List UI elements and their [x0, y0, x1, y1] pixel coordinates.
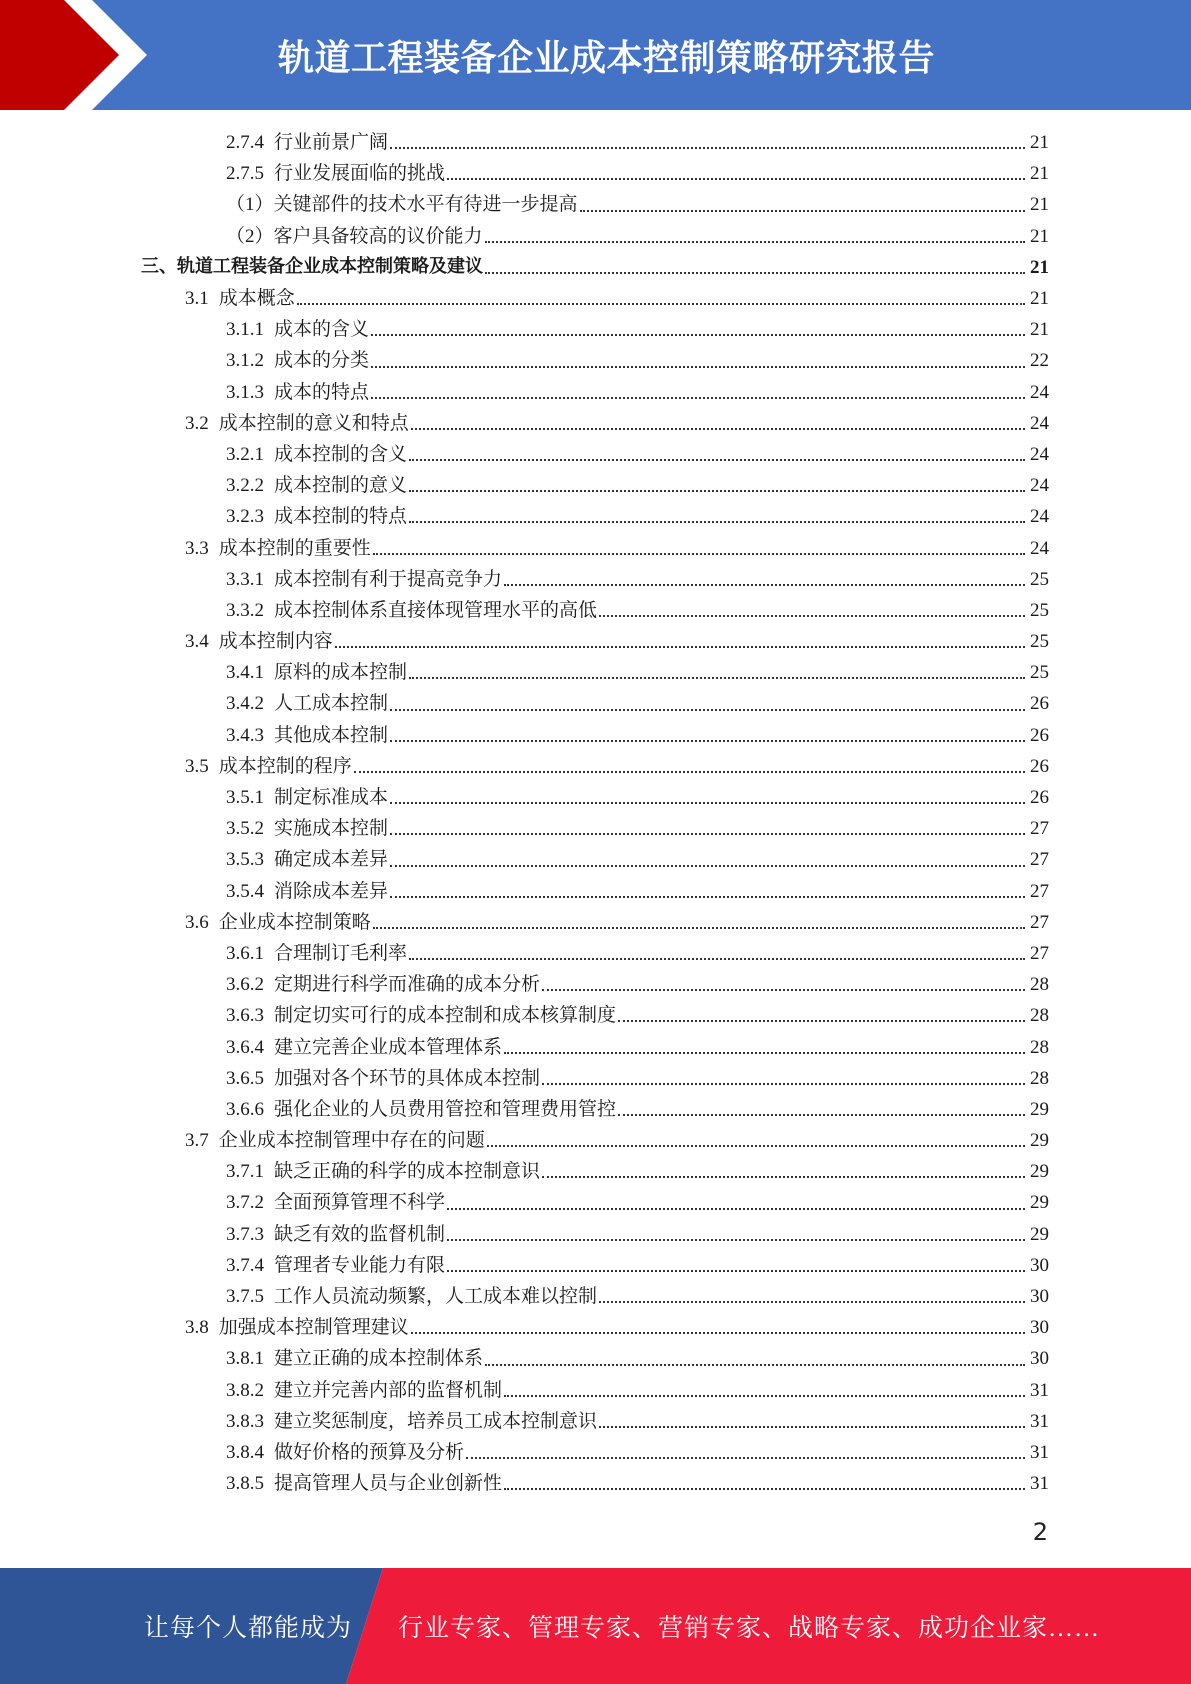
- toc-entry-text: 做好价格的预算及分析: [274, 1441, 465, 1463]
- toc-dot-leader: [390, 802, 1025, 804]
- toc-entry-page: 26: [1030, 755, 1049, 777]
- toc-entry-number: 3.6.2: [226, 974, 264, 996]
- toc-entry-page: 31: [1030, 1410, 1049, 1432]
- toc-entry-title: [226, 726, 388, 745]
- toc-entry-number: 3.2.1: [226, 443, 264, 465]
- toc-entry-page: 30: [1030, 1254, 1049, 1276]
- toc-dot-leader: [504, 1488, 1025, 1490]
- toc-dot-leader: [390, 833, 1025, 835]
- toc-entry-text: 管理者专业能力有限: [274, 1254, 446, 1276]
- toc-entry-number: 3.2.3: [226, 506, 264, 528]
- toc-entry[interactable]: [0, 189, 1191, 220]
- toc-entry-text: 消除成本差异: [274, 880, 389, 902]
- toc-entry[interactable]: [0, 1343, 1191, 1374]
- page-footer: [0, 1568, 1191, 1684]
- toc-entry-title: [226, 164, 445, 183]
- footer-slogan-right: 行业专家、管理专家、营销专家、战略专家、成功企业家……: [398, 1615, 1101, 1642]
- toc-dot-leader: [580, 210, 1025, 212]
- toc-entry-text: 成本控制的程序: [218, 755, 352, 777]
- toc-entry-text: 成本控制有利于提高竞争力: [274, 568, 503, 590]
- toc-entry[interactable]: [0, 844, 1191, 875]
- toc-entry-title: [226, 1443, 464, 1462]
- toc-entry-title: [226, 507, 407, 526]
- toc-dot-leader: [618, 1020, 1025, 1022]
- toc-entry-number: 3.8: [185, 1317, 209, 1339]
- toc-entry-title: [226, 1474, 502, 1493]
- toc-entry-title: [185, 289, 295, 308]
- toc-dot-leader: [371, 397, 1025, 399]
- toc-entry-page: 24: [1030, 475, 1049, 497]
- toc-entry-page: 31: [1030, 1473, 1049, 1495]
- toc-entry-page: 21: [1030, 194, 1049, 216]
- toc-dot-leader: [599, 615, 1025, 617]
- toc-entry-title: [185, 539, 371, 558]
- toc-entry-page: 31: [1030, 1379, 1049, 1401]
- toc-dot-leader: [599, 1301, 1025, 1303]
- toc-entry[interactable]: [0, 657, 1191, 688]
- toc-entry-number: 3.4.1: [226, 662, 264, 684]
- toc-entry-number: 3.8.3: [226, 1410, 264, 1432]
- toc-entry[interactable]: [0, 564, 1191, 595]
- toc-entry-number: 2.7.4: [226, 132, 264, 154]
- toc-entry-title: [185, 1131, 485, 1150]
- toc-entry-title: [226, 1349, 483, 1368]
- toc-dot-leader: [409, 677, 1025, 679]
- toc-entry-text: 成本控制的特点: [274, 506, 408, 528]
- toc-entry-title: [226, 320, 369, 339]
- toc-entry-title: [226, 1381, 502, 1400]
- toc-dot-leader: [390, 865, 1025, 867]
- toc-entry[interactable]: [0, 1250, 1191, 1281]
- toc-entry-page: 21: [1030, 225, 1049, 247]
- toc-entry-text: 全面预算管理不科学: [274, 1192, 446, 1214]
- toc-dot-leader: [618, 1114, 1025, 1116]
- toc-entry-title: [226, 383, 369, 402]
- toc-entry-page: 31: [1030, 1441, 1049, 1463]
- toc-entry[interactable]: [0, 221, 1191, 252]
- toc-entry-page: 26: [1030, 787, 1049, 809]
- toc-dot-leader: [504, 584, 1025, 586]
- toc-dot-leader: [335, 646, 1025, 648]
- toc-entry-number: 3.8.4: [226, 1441, 264, 1463]
- toc-entry-page: 27: [1030, 911, 1049, 933]
- toc-entry-number: 3.8.1: [226, 1348, 264, 1370]
- toc-entry-text: 人工成本控制: [274, 693, 389, 715]
- toc-dot-leader: [504, 1052, 1025, 1054]
- toc-entry[interactable]: [0, 1125, 1191, 1156]
- toc-entry[interactable]: [0, 283, 1191, 314]
- toc-entry[interactable]: [0, 1063, 1191, 1094]
- toc-dot-leader: [409, 490, 1025, 492]
- toc-entry[interactable]: [0, 158, 1191, 189]
- toc-entry-page: 22: [1030, 350, 1049, 372]
- toc-entry-page: 25: [1030, 568, 1049, 590]
- toc-dot-leader: [411, 428, 1025, 430]
- toc-dot-leader: [447, 1239, 1025, 1241]
- toc-entry-text: 企业成本控制策略: [218, 911, 371, 933]
- toc-entry-text: 建立奖惩制度，培养员工成本控制意识: [274, 1410, 598, 1432]
- toc-entry-number: 3.7.1: [226, 1161, 264, 1183]
- toc-dot-leader: [447, 178, 1025, 180]
- toc-dot-leader: [390, 709, 1025, 711]
- toc-entry-title: [185, 913, 371, 932]
- toc-entry-title: [226, 944, 407, 963]
- toc-entry-text: 成本控制体系直接体现管理水平的高低: [274, 599, 598, 621]
- page-header: [0, 0, 1191, 110]
- toc-dot-leader: [485, 1364, 1025, 1366]
- toc-dot-leader: [504, 1395, 1025, 1397]
- toc-entry-text: 建立完善企业成本管理体系: [274, 1036, 503, 1058]
- toc-entry-text: 行业发展面临的挑战: [274, 163, 446, 185]
- toc-entry-text: 其他成本控制: [274, 724, 389, 746]
- toc-entry-page: 26: [1030, 724, 1049, 746]
- toc-entry-title: [226, 1100, 616, 1119]
- toc-entry-page: 25: [1030, 599, 1049, 621]
- toc-entry-title: [226, 195, 578, 214]
- toc-entry-title: [226, 975, 540, 994]
- toc-entry-title: [141, 258, 483, 276]
- toc-dot-leader: [409, 521, 1025, 523]
- toc-entry[interactable]: [0, 470, 1191, 501]
- toc-entry[interactable]: [0, 439, 1191, 470]
- toc-dot-leader: [487, 1145, 1025, 1147]
- toc-entry-page: 28: [1030, 1036, 1049, 1058]
- toc-entry-number: 3.1.1: [226, 319, 264, 341]
- toc-entry-title: [185, 757, 352, 776]
- toc-entry-text: 提高管理人员与企业创新性: [274, 1473, 503, 1495]
- toc-entry-text: 成本控制的重要性: [218, 537, 371, 559]
- toc-entry-text: 行业前景广阔: [274, 132, 389, 154]
- toc-dot-leader: [447, 1270, 1025, 1272]
- toc-entry-text: 成本的分类: [274, 350, 370, 372]
- toc-entry-page: 28: [1030, 1005, 1049, 1027]
- toc-entry[interactable]: [0, 408, 1191, 439]
- toc-entry[interactable]: [0, 1468, 1191, 1499]
- toc-entry-title: [226, 601, 597, 620]
- toc-dot-leader: [373, 927, 1025, 929]
- toc-dot-leader: [297, 303, 1025, 305]
- toc-entry-number: 3.2: [185, 412, 209, 434]
- toc-entry-title: [226, 850, 388, 869]
- toc-dot-leader: [354, 771, 1025, 773]
- toc-entry-title: [226, 1038, 502, 1057]
- toc-entry-page: 29: [1030, 1192, 1049, 1214]
- toc-dot-leader: [390, 896, 1025, 898]
- toc-entry-text: 企业成本控制管理中存在的问题: [218, 1130, 485, 1152]
- toc-entry-text: 实施成本控制: [274, 818, 389, 840]
- toc-entry-number: 3.5.3: [226, 849, 264, 871]
- toc-entry-page: 24: [1030, 537, 1049, 559]
- table-of-contents: [0, 127, 1191, 1499]
- toc-dot-leader: [599, 1426, 1025, 1428]
- toc-entry-page: 25: [1030, 631, 1049, 653]
- toc-dot-leader: [542, 1083, 1025, 1085]
- toc-entry-number: 3.4.2: [226, 693, 264, 715]
- toc-entry-number: 3.6.6: [226, 1098, 264, 1120]
- toc-entry-page: 26: [1030, 693, 1049, 715]
- toc-entry[interactable]: [0, 314, 1191, 345]
- toc-entry-text: 缺乏有效的监督机制: [274, 1223, 446, 1245]
- toc-entry[interactable]: [0, 377, 1191, 408]
- toc-entry-text: （1）关键部件的技术水平有待进一步提高: [226, 194, 578, 216]
- toc-entry-number: 3.8.2: [226, 1379, 264, 1401]
- toc-entry-number: 3.5.2: [226, 818, 264, 840]
- toc-entry[interactable]: [0, 1187, 1191, 1218]
- toc-entry[interactable]: [0, 501, 1191, 532]
- toc-entry-page: 29: [1030, 1130, 1049, 1152]
- toc-entry[interactable]: [0, 688, 1191, 719]
- toc-entry-page: 29: [1030, 1161, 1049, 1183]
- toc-entry-title: [226, 1006, 616, 1025]
- toc-entry-text: 缺乏正确的科学的成本控制意识: [274, 1161, 541, 1183]
- toc-dot-leader: [542, 1176, 1025, 1178]
- toc-dot-leader: [390, 740, 1025, 742]
- toc-entry[interactable]: [0, 1031, 1191, 1062]
- toc-entry[interactable]: [0, 1094, 1191, 1125]
- toc-entry-number: 3.7.5: [226, 1286, 264, 1308]
- toc-entry-page: 29: [1030, 1098, 1049, 1120]
- toc-dot-leader: [371, 366, 1025, 368]
- toc-entry-number: 3.3: [185, 537, 209, 559]
- toc-entry-text: 建立并完善内部的监督机制: [274, 1379, 503, 1401]
- toc-entry-title: [185, 632, 333, 651]
- toc-entry[interactable]: [0, 1281, 1191, 1312]
- toc-entry-page: 21: [1030, 163, 1049, 185]
- toc-entry[interactable]: [0, 1406, 1191, 1437]
- toc-entry-title: [226, 788, 388, 807]
- toc-entry-title: [226, 133, 388, 152]
- toc-entry-title: [185, 1318, 409, 1337]
- footer-slogan-left: 让每个人都能成为: [144, 1615, 353, 1642]
- toc-entry-number: 3.4.3: [226, 724, 264, 746]
- toc-entry-number: 3.3.1: [226, 568, 264, 590]
- toc-entry-text: 制定标准成本: [274, 787, 389, 809]
- toc-entry-number: 3.6.1: [226, 942, 264, 964]
- toc-entry-number: 3.6.3: [226, 1005, 264, 1027]
- toc-entry-title: [226, 663, 407, 682]
- toc-entry-title: [226, 882, 388, 901]
- toc-dot-leader: [409, 958, 1025, 960]
- toc-entry-number: 3.4: [185, 631, 209, 653]
- toc-entry-page: 21: [1030, 256, 1049, 278]
- toc-dot-leader: [485, 272, 1025, 274]
- toc-entry-text: 成本控制的意义: [274, 475, 408, 497]
- toc-entry-number: 3.1.2: [226, 350, 264, 372]
- toc-entry-text: 成本控制内容: [218, 631, 333, 653]
- toc-entry-number: 3.7.4: [226, 1254, 264, 1276]
- toc-entry-number: 3.6: [185, 911, 209, 933]
- toc-entry-number: 3.6.4: [226, 1036, 264, 1058]
- toc-entry-page: 27: [1030, 880, 1049, 902]
- toc-entry-title: [226, 1256, 445, 1275]
- toc-entry[interactable]: [0, 1375, 1191, 1406]
- toc-entry-page: 30: [1030, 1348, 1049, 1370]
- toc-entry-page: 27: [1030, 849, 1049, 871]
- toc-dot-leader: [485, 241, 1025, 243]
- toc-entry[interactable]: [0, 532, 1191, 563]
- document-title: 轨道工程装备企业成本控制策略研究报告: [277, 37, 935, 79]
- toc-entry-text: 工作人员流动频繁，人工成本难以控制: [274, 1286, 598, 1308]
- toc-entry-title: [226, 1412, 597, 1431]
- toc-entry-text: 建立正确的成本控制体系: [274, 1348, 484, 1370]
- toc-dot-leader: [466, 1457, 1025, 1459]
- toc-entry-page: 25: [1030, 662, 1049, 684]
- toc-entry[interactable]: [0, 595, 1191, 626]
- toc-entry-title: [226, 1069, 540, 1088]
- toc-entry[interactable]: [0, 1000, 1191, 1031]
- toc-entry[interactable]: [0, 751, 1191, 782]
- toc-dot-leader: [542, 989, 1025, 991]
- toc-entry-page: 27: [1030, 942, 1049, 964]
- toc-entry-number: 3.7.3: [226, 1223, 264, 1245]
- toc-entry-text: （2）客户具备较高的议价能力: [226, 225, 483, 247]
- toc-entry-text: 成本的含义: [274, 319, 370, 341]
- toc-entry[interactable]: [0, 720, 1191, 751]
- toc-entry-page: 21: [1030, 132, 1049, 154]
- toc-entry-number: 3.1.3: [226, 381, 264, 403]
- page-number: 2: [1032, 1518, 1048, 1546]
- toc-entry[interactable]: [0, 1437, 1191, 1468]
- toc-entry-text: 制定切实可行的成本控制和成本核算制度: [274, 1005, 617, 1027]
- toc-entry-page: 28: [1030, 974, 1049, 996]
- toc-entry-text: 三、轨道工程装备企业成本控制策略及建议: [141, 256, 483, 278]
- toc-entry-number: 3.3.2: [226, 599, 264, 621]
- toc-entry-title: [226, 227, 483, 246]
- toc-entry-text: 成本控制的含义: [274, 443, 408, 465]
- toc-dot-leader: [409, 459, 1025, 461]
- toc-entry-page: 28: [1030, 1067, 1049, 1089]
- toc-entry-title: [226, 1193, 445, 1212]
- toc-entry-text: 成本概念: [218, 288, 295, 310]
- toc-entry-text: 确定成本差异: [274, 849, 389, 871]
- toc-entry-number: 2.7.5: [226, 163, 264, 185]
- toc-dot-leader: [390, 147, 1025, 149]
- toc-entry[interactable]: [0, 1219, 1191, 1250]
- toc-entry-number: 3.5.4: [226, 880, 264, 902]
- toc-entry-text: 成本的特点: [274, 381, 370, 403]
- toc-entry-text: 合理制订毛利率: [274, 942, 408, 964]
- toc-entry-page: 24: [1030, 381, 1049, 403]
- toc-entry-page: 24: [1030, 443, 1049, 465]
- toc-entry-number: 3.8.5: [226, 1473, 264, 1495]
- toc-entry-page: 29: [1030, 1223, 1049, 1245]
- toc-entry[interactable]: [0, 252, 1191, 283]
- toc-entry[interactable]: [0, 1156, 1191, 1187]
- toc-entry-number: 3.6.5: [226, 1067, 264, 1089]
- toc-entry-page: 24: [1030, 412, 1049, 434]
- toc-entry-title: [226, 1287, 597, 1306]
- toc-entry-text: 加强对各个环节的具体成本控制: [274, 1067, 541, 1089]
- toc-entry-title: [226, 694, 388, 713]
- toc-entry[interactable]: [0, 813, 1191, 844]
- toc-entry-number: 3.7.2: [226, 1192, 264, 1214]
- toc-entry-text: 定期进行科学而准确的成本分析: [274, 974, 541, 996]
- toc-entry-number: 3.2.2: [226, 475, 264, 497]
- toc-entry-title: [226, 1225, 445, 1244]
- toc-entry-title: [226, 351, 369, 370]
- toc-entry-page: 27: [1030, 818, 1049, 840]
- toc-entry-number: 3.1: [185, 288, 209, 310]
- toc-entry[interactable]: [0, 127, 1191, 158]
- toc-entry-title: [185, 414, 409, 433]
- toc-dot-leader: [411, 1332, 1025, 1334]
- toc-dot-leader: [447, 1208, 1025, 1210]
- toc-dot-leader: [371, 334, 1025, 336]
- toc-entry-page: 21: [1030, 288, 1049, 310]
- toc-entry-number: 3.7: [185, 1130, 209, 1152]
- toc-entry-page: 30: [1030, 1317, 1049, 1339]
- toc-entry-title: [226, 570, 502, 589]
- toc-entry[interactable]: [0, 907, 1191, 938]
- toc-entry-title: [226, 445, 407, 464]
- toc-entry[interactable]: [0, 626, 1191, 657]
- toc-entry[interactable]: [0, 1312, 1191, 1343]
- toc-entry-number: 3.5: [185, 755, 209, 777]
- toc-entry-page: 30: [1030, 1286, 1049, 1308]
- toc-entry-text: 成本控制的意义和特点: [218, 412, 409, 434]
- toc-entry-page: 21: [1030, 319, 1049, 341]
- toc-entry-page: 24: [1030, 506, 1049, 528]
- toc-entry[interactable]: [0, 938, 1191, 969]
- toc-entry-text: 加强成本控制管理建议: [218, 1317, 409, 1339]
- toc-entry-title: [226, 1162, 540, 1181]
- toc-entry-title: [226, 476, 407, 495]
- toc-entry[interactable]: [0, 782, 1191, 813]
- toc-entry-text: 原料的成本控制: [274, 662, 408, 684]
- toc-dot-leader: [373, 553, 1025, 555]
- toc-entry[interactable]: [0, 345, 1191, 376]
- toc-entry-text: 强化企业的人员费用管控和管理费用管控: [274, 1098, 617, 1120]
- toc-entry[interactable]: [0, 969, 1191, 1000]
- toc-entry-title: [226, 819, 388, 838]
- toc-entry-number: 3.5.1: [226, 787, 264, 809]
- toc-entry[interactable]: [0, 876, 1191, 907]
